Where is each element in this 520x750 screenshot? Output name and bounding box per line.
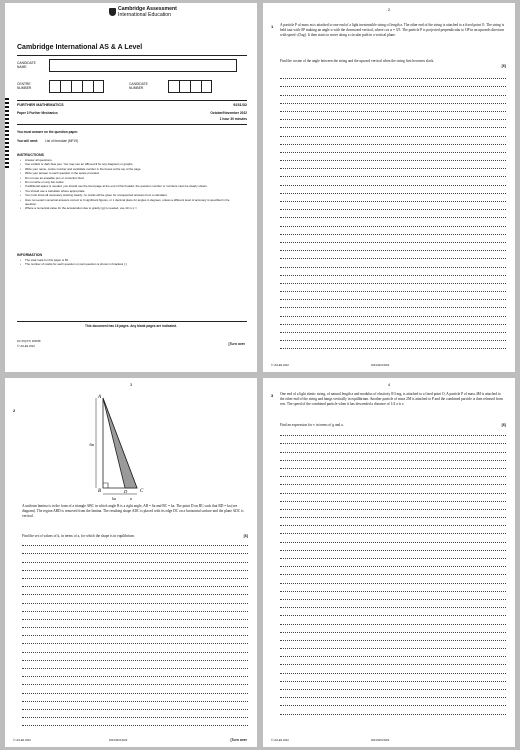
instruction-item: • Write your answer to each question in the space provided.: [25, 171, 237, 175]
footer-copyright: © UCLES 2022: [271, 739, 289, 742]
answer-note: You must answer on the question paper.: [17, 130, 79, 134]
label-ka: ka: [112, 496, 116, 501]
instruction-item: • Give non-exact numerical answers correct to 3 significant figures, or 1 decimal place for angles in degrees, unless a different level of accuracy is specified in the question.: [25, 198, 237, 207]
instruction-item: • If additional space is needed, you should use the lined page at the end of this booklet; the question number or numbers must be clearly shown.: [25, 184, 237, 188]
question-task: Find the set of values of k, in terms of a, for which the shape is in equilibrium.: [22, 534, 135, 538]
marks: [6]: [243, 534, 248, 538]
question-task: Find the cosine of the angle between the string and the upward vertical when the string first becomes slack.: [280, 59, 435, 63]
centre-number-label: CENTRE NUMBER: [17, 82, 32, 91]
label-c: C: [140, 489, 144, 494]
answer-lines[interactable]: [22, 538, 248, 726]
label-a: A: [97, 395, 101, 400]
label-b: B: [97, 489, 101, 494]
label-d: D: [124, 489, 128, 494]
barcode-strip: [5, 98, 9, 168]
footer-code: 9231/32/O/N/22: [371, 739, 390, 742]
information-item: • The number of marks for each question or part question is shown in brackets [ ].: [25, 262, 237, 266]
question-page-3: [5, 378, 257, 747]
answer-lines[interactable]: [280, 71, 506, 349]
question-text: A particle P of mass m is attached to one end of a light inextensible string of length a. The other end of the string is attached to a fixed point O. The string is held taut with OP making an angle α with the downward vertical, where cos α = 3/5. The particle P is projected perpendicular to OP in an upwards direction with speed √(5ag). It then starts to move along a circular path in a vertical plane.: [280, 23, 505, 37]
instruction-item: • You must show all necessary working clearly; no marks will be given for unsupported answers from a calculator.: [25, 193, 237, 197]
question-text: A uniform lamina is in the form of a triangle ABC in which angle B is a right angle, AB = 6a and BC = ka. The point D on BC such that BD = ka (see diagram). The region ABD is removed from the lamina. The resulting shape ADC is placed with its edge DC on a horizontal surface and the plane ADC is vertical.: [22, 504, 244, 518]
information-item: • The total mark for this paper is 50.: [25, 258, 237, 262]
divider: [17, 321, 247, 322]
question-number: 2: [13, 408, 16, 413]
instruction-item: • Write your name, centre number and candidate number in the boxes at the top of the page.: [25, 167, 237, 171]
marks: [6]: [501, 64, 506, 68]
footer-code: 9231/32/O/N/22: [371, 364, 390, 367]
exam-session: October/November 2022: [210, 111, 247, 115]
cover-page: [5, 3, 257, 372]
question-number: 3: [271, 393, 274, 398]
candidate-number-field[interactable]: [168, 80, 212, 93]
page-number: 4: [387, 382, 391, 387]
requirements: [17, 139, 78, 143]
divider: [17, 100, 247, 101]
instructions-list: [17, 158, 237, 211]
instruction-item: • Answer all questions.: [25, 158, 237, 162]
information-list: [17, 258, 237, 267]
subject: FURTHER MATHEMATICS: [17, 103, 64, 107]
page-number: 2: [387, 7, 391, 12]
centre-number-field[interactable]: [49, 80, 104, 93]
exam-title: Cambridge International AS & A Level: [17, 44, 143, 51]
divider: [17, 124, 247, 125]
divider: [17, 55, 247, 56]
footer-code: DC (PQ/CT) 303038: [17, 340, 41, 343]
question-task: Find an expression for v in terms of g and a.: [280, 423, 344, 427]
cambridge-logo-text: [118, 7, 177, 18]
paper-code: 9231/32: [233, 103, 247, 107]
footer-copyright: © UCLES 2022: [13, 739, 31, 742]
need-value: List of formulae (MF19): [45, 139, 79, 143]
question-text: One end of a light elastic string, of natural length a and modulus of elasticity 8/3 mg, is attached to a fixed point O. A particle P of mass 4M is attached to the other end of the string and hangs vertically in equilibrium. Another particle of mass 2M is attached to P and the combined particle is then released from rest. The speed of the combined particle when it has descended a distance of 1/4 a is v.: [280, 392, 503, 406]
instruction-item: • Do not use an erasable pen or correction fluid.: [25, 176, 237, 180]
candidate-name-field[interactable]: [49, 59, 237, 72]
exam-duration: 1 hour 30 minutes: [219, 117, 247, 121]
turn-over: [Turn over: [228, 342, 245, 346]
logo-line1: Cambridge Assessment: [118, 6, 177, 12]
turn-over: [Turn over: [230, 738, 247, 742]
marks: [6]: [501, 423, 506, 427]
paper-title: Paper 3 Further Mechanics: [17, 111, 58, 115]
candidate-number-label: CANDIDATE NUMBER: [129, 82, 148, 91]
logo-line2: International Education: [118, 11, 172, 18]
instruction-item: • Where a numerical value for the acceleration due to gravity (g) is needed, use 10 m s⁻².: [25, 206, 237, 210]
pages-note: This document has 16 pages. Any blank pages are indicated.: [85, 324, 177, 328]
label-a-segment: a: [130, 496, 132, 501]
candidate-name-label: CANDIDATE NAME: [17, 61, 36, 70]
instruction-item: • You should use a calculator where appropriate.: [25, 189, 237, 193]
question-number: 1: [271, 24, 274, 29]
footer-copyright: © UCLES 2022: [271, 364, 289, 367]
footer-copyright: © UCLES 2022: [17, 345, 35, 348]
label-6a: 6a: [89, 442, 94, 447]
triangle-diagram: [83, 394, 183, 502]
instruction-item: • Use a black or dark blue pen. You may use an HB pencil for any diagrams or graphs.: [25, 162, 237, 166]
cambridge-shield-icon: [109, 8, 116, 16]
question-page-4: [263, 378, 515, 747]
answer-lines[interactable]: [280, 428, 506, 715]
need-label: You will need:: [17, 139, 39, 143]
footer-code: 9231/32/O/N/22: [109, 739, 128, 742]
instruction-item: • Do not write on any bar codes.: [25, 180, 237, 184]
information-heading: INFORMATION: [17, 253, 43, 257]
page-number: 3: [129, 382, 133, 387]
instructions-heading: INSTRUCTIONS: [17, 153, 44, 157]
question-page-2: [263, 3, 515, 372]
